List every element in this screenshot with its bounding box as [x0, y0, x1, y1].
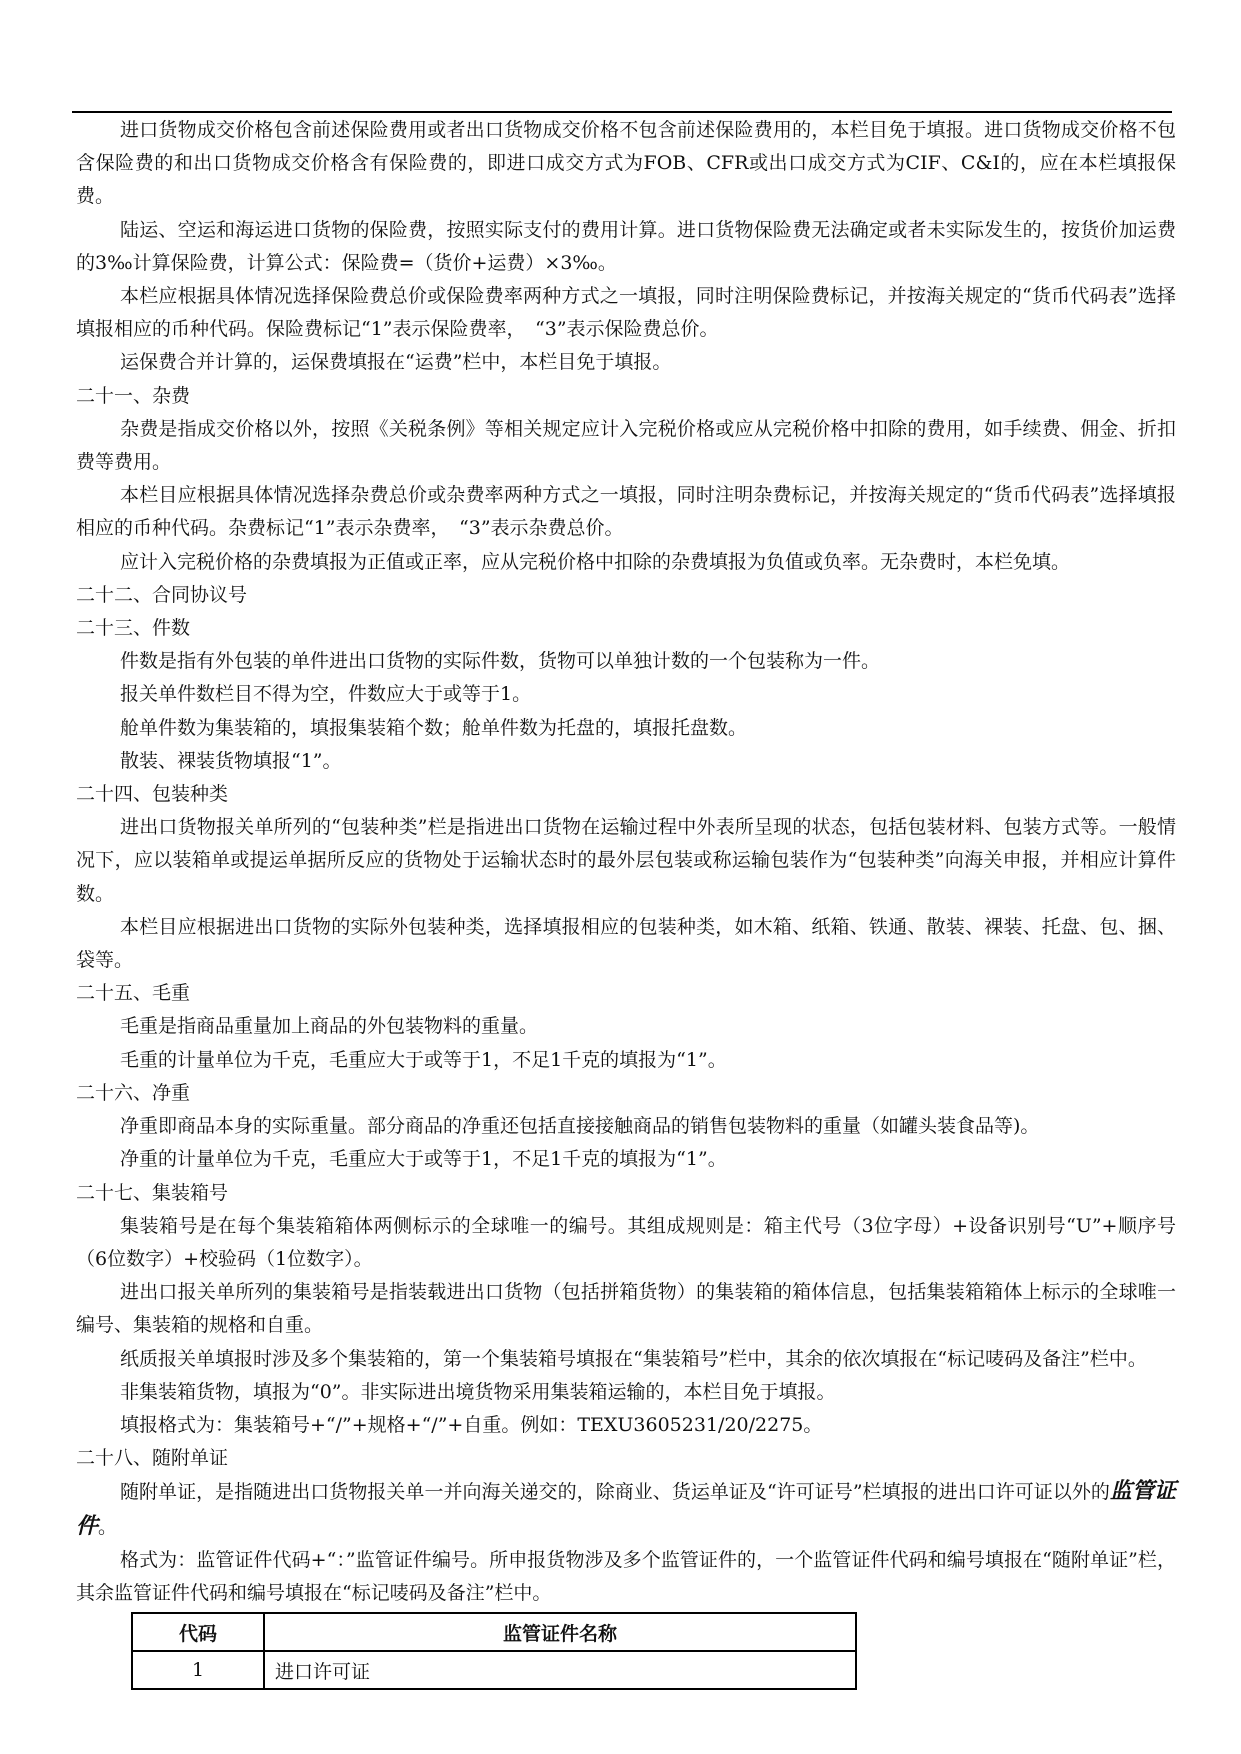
paragraph: 填报格式为：集装箱号+“/”+规格+“/”+自重。例如：TEXU3605231/20/2275。 — [120, 1413, 823, 1436]
paragraph: 舱单件数为集装箱的，填报集装箱个数；舱单件数为托盘的，填报托盘数。 — [120, 716, 748, 739]
paragraph-text: 。 — [98, 1515, 118, 1538]
table-cell-name: 进口许可证 — [264, 1651, 856, 1689]
paragraph: 净重即商品本身的实际重量。部分商品的净重还包括直接接触商品的销售包装物料的重量（如罐头装食品等)。 — [120, 1115, 1040, 1138]
section-heading: 二十三、件数 — [76, 617, 191, 640]
paragraph: 散装、裸装货物填报“1”。 — [120, 749, 342, 772]
section-heading: 二十七、集装箱号 — [76, 1181, 229, 1204]
paragraph: 报关单件数栏目不得为空，件数应大于或等于1。 — [120, 683, 532, 706]
paragraph — [76, 1475, 1176, 1543]
paragraph: 陆运、空运和海运进口货物的保险费，按照实际支付的费用计算。进口货物保险费无法确定或者未实际发生的，按货价加运费的3‰计算保险费，计算公式：保险费=（货价+运费）×3‰。 — [76, 218, 1176, 274]
paragraph: 进出口货物报关单所列的“包装种类”栏是指进出口货物在运输过程中外表所呈现的状态，包括包装材料、包装方式等。一般情况下，应以装箱单或提运单据所反应的货物处于运输状态时的最外层包装或称运输包装作为“包装种类”向海关申报，并相应计算件数。 — [76, 816, 1176, 905]
paragraph: 非集装箱货物，填报为“0”。非实际进出境货物采用集装箱运输的，本栏目免于填报。 — [120, 1380, 836, 1403]
table-header-row — [132, 1613, 856, 1651]
paragraph-text: 随附单证，是指随进出口货物报关单一并向海关递交的，除商业、货运单证及“许可证号”栏填报的进出口许可证以外的 — [120, 1481, 1110, 1504]
paragraph: 杂费是指成交价格以外，按照《关税条例》等相关规定应计入完税价格或应从完税价格中扣除的费用，如手续费、佣金、折扣费等费用。 — [76, 417, 1176, 474]
paragraph: 净重的计量单位为千克，毛重应大于或等于1，不足1千克的填报为“1”。 — [120, 1148, 727, 1171]
table-cell-code: 1 — [132, 1651, 264, 1689]
section-heading: 二十四、包装种类 — [76, 783, 229, 806]
paragraph: 进出口报关单所列的集装箱号是指装载进出口货物（包括拼箱货物）的集装箱的箱体信息，包括集装箱箱体上标示的全球唯一编号、集装箱的规格和自重。 — [76, 1281, 1176, 1337]
paragraph: 毛重是指商品重量加上商品的外包装物料的重量。 — [120, 1015, 539, 1038]
emphasized-term: 监管证件 — [76, 1478, 1176, 1539]
document-body — [76, 114, 1176, 1690]
paragraph: 本栏目应根据具体情况选择杂费总价或杂费率两种方式之一填报，同时注明杂费标记，并按海关规定的“货币代码表”选择填报相应的币种代码。杂费标记“1”表示杂费率， “3”表示杂费总价。 — [76, 484, 1176, 540]
paragraph: 本栏应根据具体情况选择保险费总价或保险费率两种方式之一填报，同时注明保险费标记，并按海关规定的“货币代码表”选择填报相应的币种代码。保险费标记“1”表示保险费率， “3”表示保险费总价。 — [76, 285, 1176, 341]
paragraph: 集装箱号是在每个集装箱箱体两侧标示的全球唯一的编号。其组成规则是：箱主代号（3位字母）+设备识别号“U”+顺序号（6位数字）+校验码（1位数字）。 — [76, 1214, 1176, 1270]
section-heading: 二十六、净重 — [76, 1081, 191, 1104]
certificate-code-table — [131, 1612, 857, 1690]
paragraph: 格式为：监管证件代码+“：”监管证件编号。所申报货物涉及多个监管证件的，一个监管证件代码和编号填报在“随附单证”栏，其余监管证件代码和编号填报在“标记唛码及备注”栏中。 — [76, 1548, 1176, 1604]
section-heading: 二十五、毛重 — [76, 982, 191, 1005]
paragraph: 运保费合并计算的，运保费填报在“运费”栏中，本栏目免于填报。 — [120, 351, 672, 374]
paragraph: 本栏目应根据进出口货物的实际外包装种类，选择填报相应的包装种类，如木箱、纸箱、铁通、散装、裸装、托盘、包、捆、袋等。 — [76, 915, 1176, 972]
paragraph: 进口货物成交价格包含前述保险费用或者出口货物成交价格不包含前述保险费用的，本栏目免于填报。进口货物成交价格不包含保险费的和出口货物成交价格含有保险费的，即进口成交方式为FOB、CFR或出口成交方式为CIF、C&I的，应在本栏填报保费。 — [76, 119, 1176, 208]
paragraph: 件数是指有外包装的单件进出口货物的实际件数，货物可以单独计数的一个包装称为一件。 — [120, 650, 881, 673]
paragraph: 应计入完税价格的杂费填报为正值或正率，应从完税价格中扣除的杂费填报为负值或负率。无杂费时，本栏免填。 — [120, 550, 1071, 573]
column-header-code: 代码 — [132, 1613, 264, 1651]
paragraph-flow — [76, 114, 1176, 1475]
header-rule — [72, 111, 1172, 113]
table-row — [132, 1651, 856, 1689]
column-header-name: 监管证件名称 — [264, 1613, 856, 1651]
section-heading: 二十二、合同协议号 — [76, 583, 248, 606]
section-heading: 二十八、随附单证 — [76, 1447, 229, 1470]
paragraph: 纸质报关单填报时涉及多个集装箱的，第一个集装箱号填报在“集装箱号”栏中，其余的依次填报在“标记唛码及备注”栏中。 — [120, 1347, 1147, 1370]
section-heading: 二十一、杂费 — [76, 384, 191, 407]
paragraph: 毛重的计量单位为千克，毛重应大于或等于1，不足1千克的填报为“1”。 — [120, 1048, 727, 1071]
